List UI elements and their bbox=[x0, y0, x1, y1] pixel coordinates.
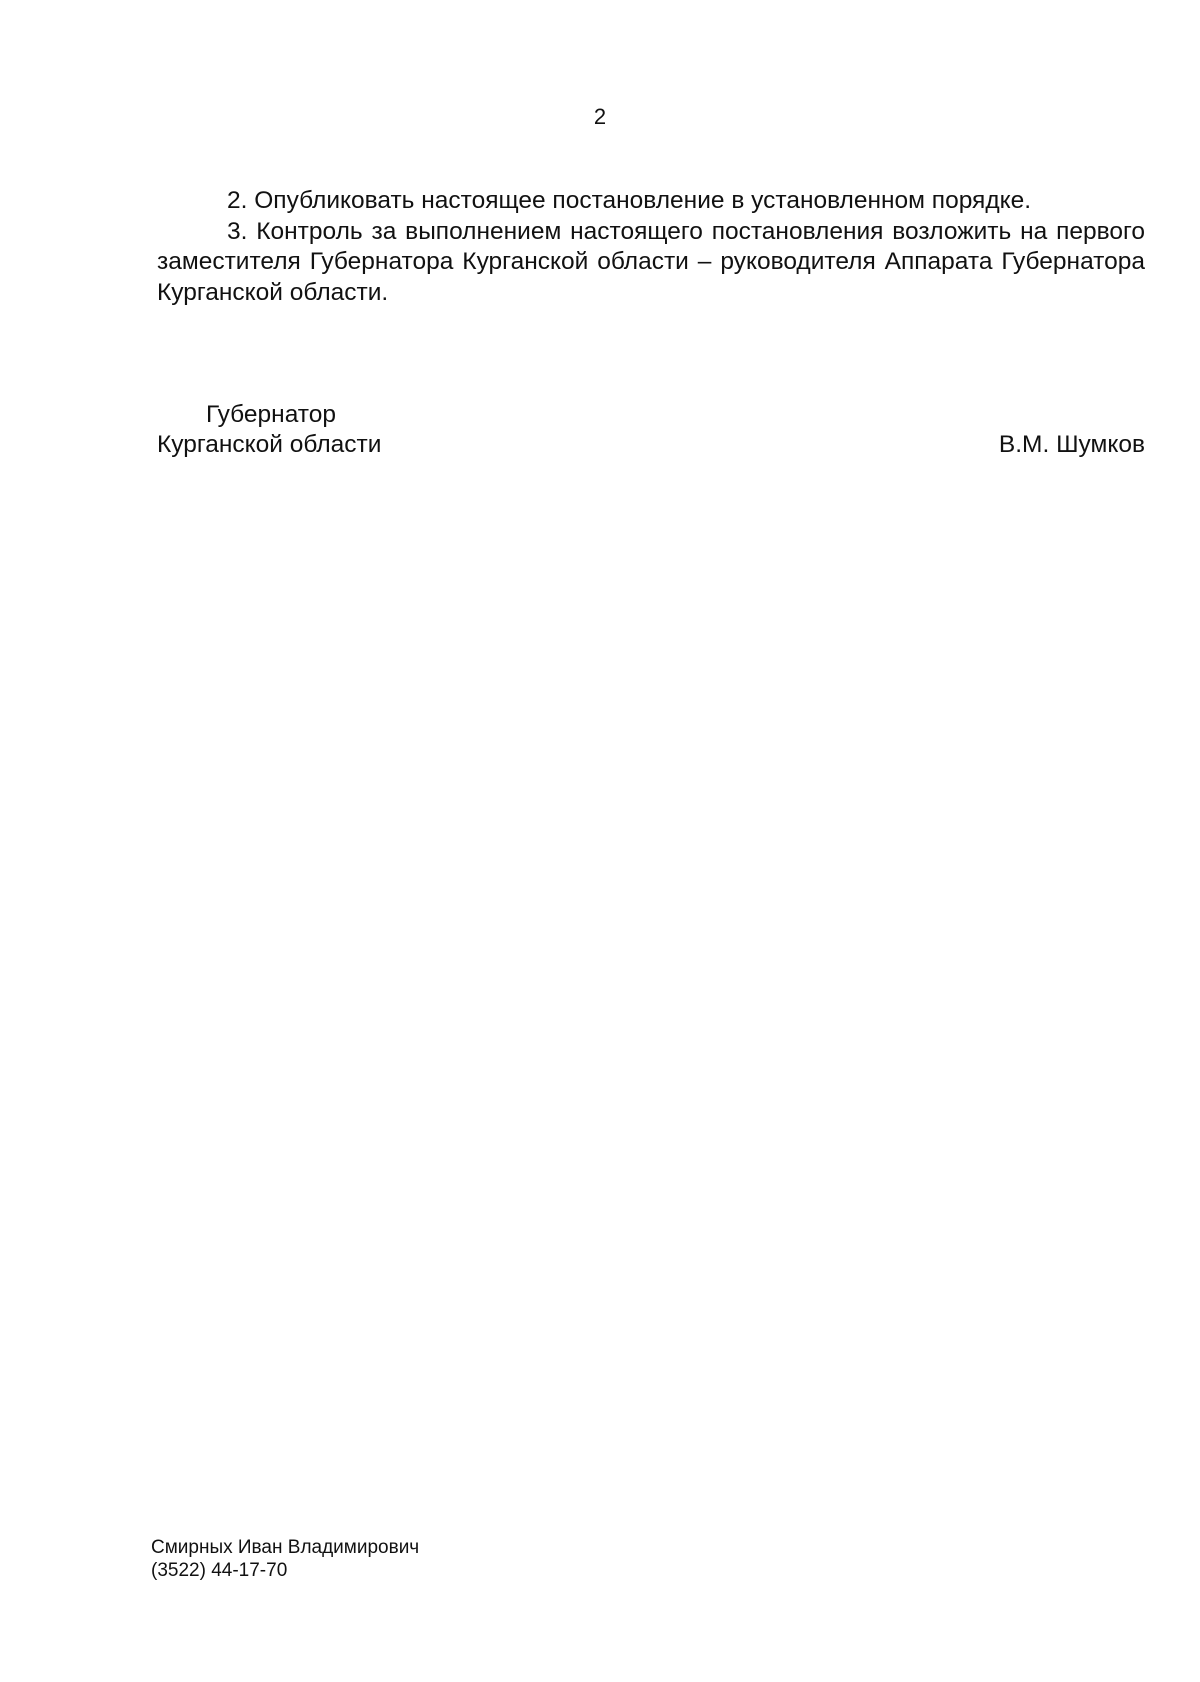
document-body bbox=[157, 186, 1145, 308]
page-number: 2 bbox=[593, 104, 607, 129]
executor-phone: (3522) 44-17-70 bbox=[151, 1560, 288, 1581]
paragraph-2: 2. Опубликовать настоящее постановление в установленном порядке. bbox=[227, 187, 1032, 214]
executor-info bbox=[151, 1536, 419, 1582]
paragraph-3: 3. Контроль за выполнением настоящего постановления возложить на первого заместителя Губернатора Курганской области – руководителя Аппарата Губернатора Курганской области. bbox=[157, 217, 1145, 306]
executor-name: Смирных Иван Владимирович bbox=[151, 1537, 420, 1558]
signatory-title-line2: Курганской области bbox=[157, 431, 382, 458]
signature-block bbox=[157, 400, 1145, 470]
signatory-name: В.М. Шумков bbox=[998, 431, 1145, 458]
signatory-title-line1: Губернатор bbox=[206, 401, 336, 428]
